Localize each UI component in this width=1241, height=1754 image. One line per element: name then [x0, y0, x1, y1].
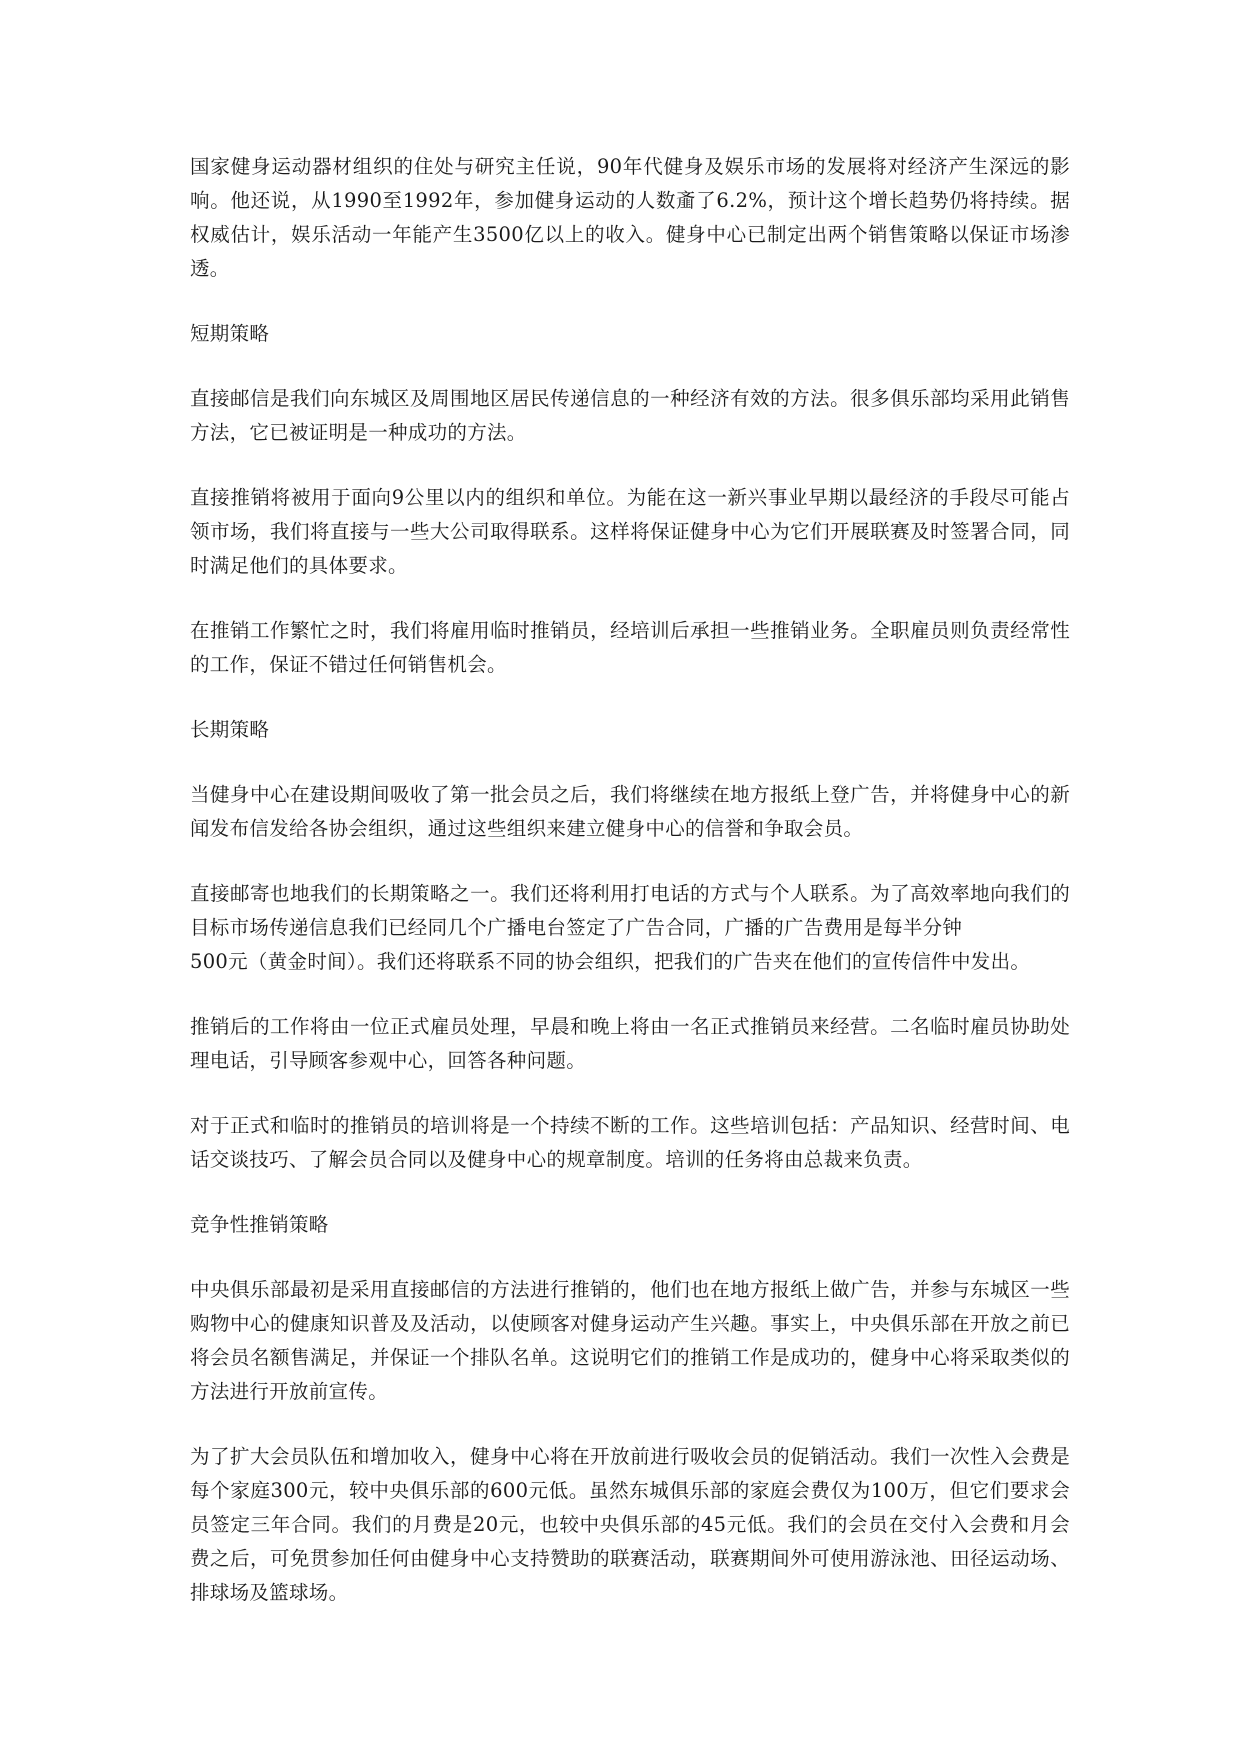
paragraph-direct-sales: 直接推销将被用于面向9公里以内的组织和单位。为能在这一新兴事业早期以最经济的手段尽可能占领市场，我们将直接与一些大公司取得联系。这样将保证健身中心为它们开展联赛及时签署合同，同时满足他们的具体要求。 [190, 486, 1070, 577]
section-heading-competitive: 竞争性推销策略 [190, 1213, 329, 1236]
intro-paragraph: 国家健身运动器材组织的住处与研究主任说，90年代健身及娱乐市场的发展将对经济产生深远的影响。他还说，从1990至1992年，参加健身运动的人数齑了6.2%，预计这个增长趋势仍将持续。据权威估计，娱乐活动一年能产生3500亿以上的收入。健身中心已制定出两个销售策略以保证市场渗透。 [190, 155, 1070, 280]
paragraph-radio: 直接邮寄也地我们的长期策略之一。我们还将利用打电话的方式与个人联系。为了高效率地向我们的目标市场传递信息我们已经同几个广播电台签定了广告合同，广播的广告费用是每半分钟 500元（黄金时间）。我们还将联系不同的协会组织，把我们的广告夹在他们的宣传信件中发出。 [190, 882, 1070, 973]
paragraph-temp-staff: 在推销工作繁忙之时，我们将雇用临时推销员，经培训后承担一些推销业务。全职雇员则负责经常性的工作，保证不错过任何销售机会。 [190, 619, 1070, 676]
paragraph-training: 对于正式和临时的推销员的培训将是一个持续不断的工作。这些培训包括：产品知识、经营时间、电话交谈技巧、了解会员合同以及健身中心的规章制度。培训的任务将由总裁来负责。 [190, 1114, 1070, 1171]
paragraph-after-sales: 推销后的工作将由一位正式雇员处理，早晨和晚上将由一名正式推销员来经营。二名临时雇员协助处理电话，引导顾客参观中心，回答各种问题。 [190, 1015, 1070, 1072]
paragraph-central-club: 中央俱乐部最初是采用直接邮信的方法进行推销的，他们也在地方报纸上做广告，并参与东城区一些购物中心的健康知识普及及活动，以使顾客对健身运动产生兴趣。事实上，中央俱乐部在开放之前已将会员名额售满足，并保证一个排队名单。这说明它们的推销工作是成功的，健身中心将采取类似的方法进行开放前宣传。 [190, 1278, 1070, 1403]
paragraph-membership-fees: 为了扩大会员队伍和增加收入，健身中心将在开放前进行吸收会员的促销活动。我们一次性入会费是每个家庭300元，较中央俱乐部的600元低。虽然东城俱乐部的家庭会费仅为100万，但它们要求会员签定三年合同。我们的月费是20元，也较中央俱乐部的45元低。我们的会员在交付入会费和月会费之后，可免贯参加任何由健身中心支持赞助的联赛活动，联赛期间外可使用游泳池、田径运动场、排球场及篮球场。 [190, 1445, 1070, 1604]
document-page [190, 150, 1070, 1641]
section-heading-long-term: 长期策略 [190, 718, 270, 741]
section-heading-short-term: 短期策略 [190, 322, 270, 345]
paragraph-advertising: 当健身中心在建设期间吸收了第一批会员之后，我们将继续在地方报纸上登广告，并将健身中心的新闻发布信发给各协会组织，通过这些组织来建立健身中心的信誉和争取会员。 [190, 783, 1070, 840]
paragraph-direct-mail: 直接邮信是我们向东城区及周围地区居民传递信息的一种经济有效的方法。很多俱乐部均采用此销售方法，它已被证明是一种成功的方法。 [190, 387, 1070, 444]
